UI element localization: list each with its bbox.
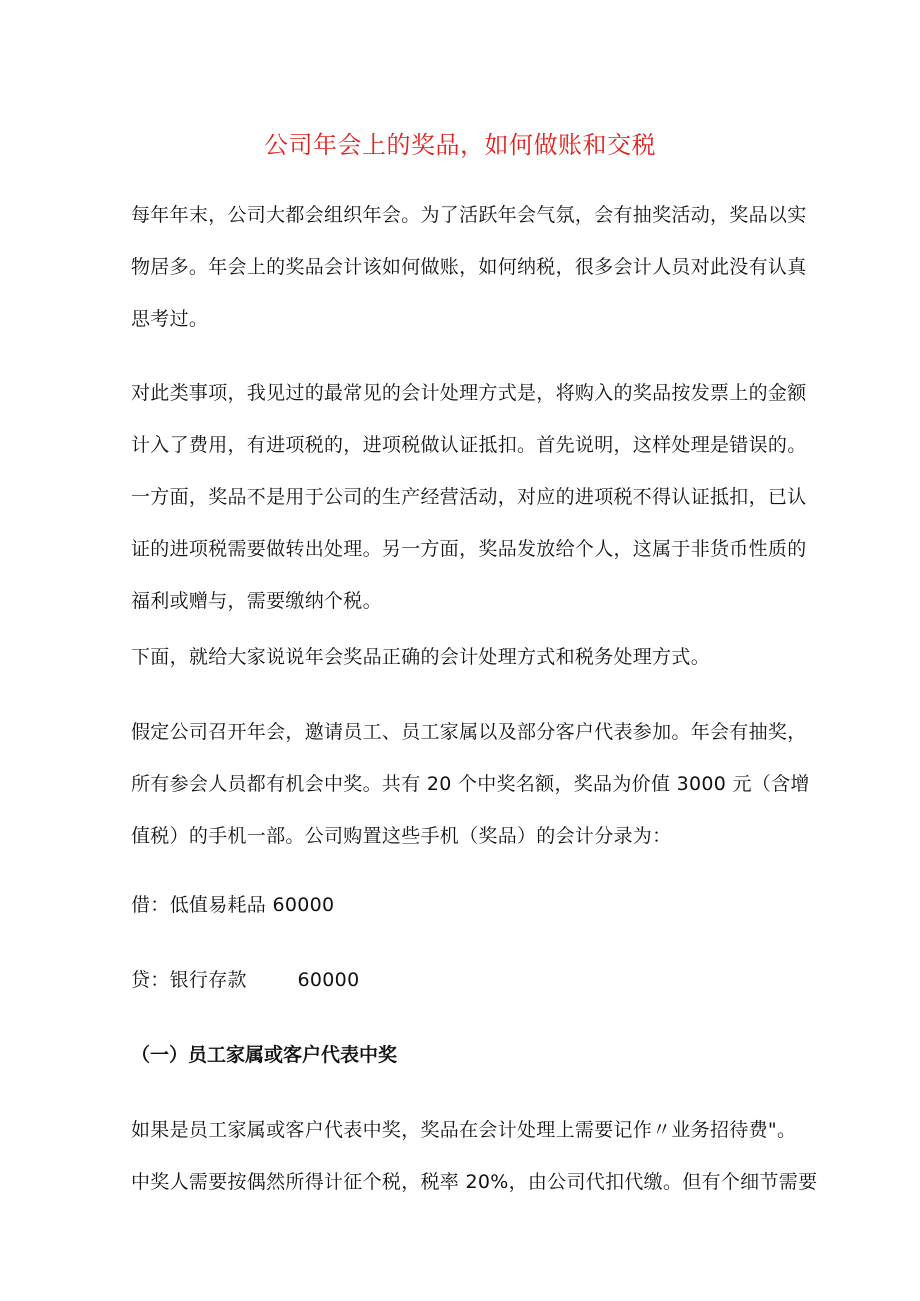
paragraph-line: 一方面，奖品不是用于公司的生产经营活动，对应的进项税不得认证抵扣，已认 <box>131 486 807 508</box>
paragraph-line: 所有参会人员都有机会中奖。共有 20 个中奖名额，奖品为价值 3000 元（含增 <box>131 773 810 795</box>
paragraph-line: 思考过。 <box>131 308 209 330</box>
paragraph-example <box>131 707 810 853</box>
paragraph-line: 证的进项税需要做转出处理。另一方面，奖品发放给个人，这属于非货币性质的 <box>131 538 807 560</box>
journal-entry-debit: 借：低值易耗品 60000 <box>131 894 335 916</box>
paragraph-line: 每年年末，公司大都会组织年会。为了活跃年会气氛，会有抽奖活动，奖品以实 <box>131 204 807 226</box>
paragraph-line: 物居多。年会上的奖品会计该如何做账，如何纳税，很多会计人员对此没有认真 <box>131 256 807 278</box>
paragraph-section-one <box>131 1105 818 1199</box>
paragraph-line: 福利或赠与，需要缴纳个税。 <box>131 590 382 612</box>
paragraph-line: 计入了费用，有进项税的，进项税做认证抵扣。首先说明，这样处理是错误的。 <box>131 434 807 456</box>
paragraph-line: 如果是员工家属或客户代表中奖，奖品在会计处理上需要记作〃业务招待费"。 <box>131 1119 797 1141</box>
paragraph-line: 假定公司召开年会，邀请员工、员工家属以及部分客户代表参加。年会有抽奖， <box>131 721 807 743</box>
paragraph-line: 中奖人需要按偶然所得计征个税，税率 20%，由公司代扣代缴。但有个细节需要 <box>131 1171 818 1193</box>
section-heading: （一）员工家属或客户代表中奖 <box>131 1044 398 1066</box>
document-title: 公司年会上的奖品，如何做账和交税 <box>264 131 656 159</box>
paragraph-transition <box>131 632 801 674</box>
paragraph-intro <box>131 190 807 336</box>
paragraph-line: 下面，就给大家说说年会奖品正确的会计处理方式和税务处理方式。 <box>131 646 711 668</box>
paragraph-line: 值税）的手机一部。公司购置这些手机（奖品）的会计分录为： <box>131 825 672 847</box>
journal-entry-credit: 贷：银行存款 60000 <box>131 969 360 991</box>
paragraph-line: 对此类事项，我见过的最常见的会计处理方式是，将购入的奖品按发票上的金额 <box>131 382 807 404</box>
paragraph-common-practice <box>131 368 807 618</box>
